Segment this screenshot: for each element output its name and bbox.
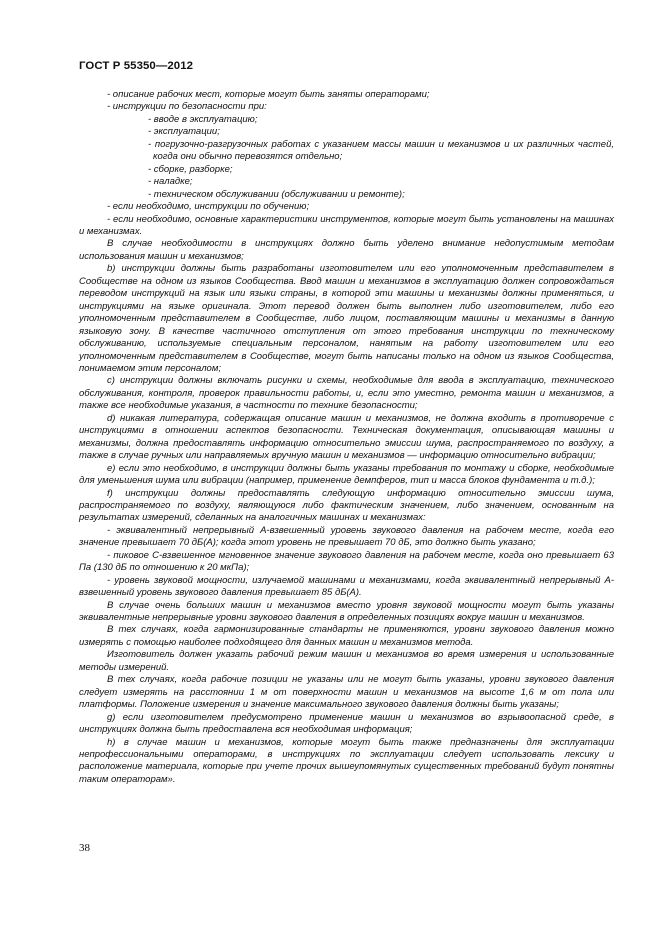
- list-item: - если необходимо, основные характеристики инструментов, которые могут быть установлены на машинах и механизмах.: [79, 213, 614, 237]
- paragraph: h) в случае машин и механизмов, которые могут быть также предназначены для эксплуатации непрофессиональными операторами, в инструкциях по эксплуатации следует использовать лексику и расположение материала, которые при учете прочих вышеупомянутых существенных требований будут понятны таким операторам».: [79, 736, 614, 785]
- list-item: - пиковое С-взвешенное мгновенное значение звукового давления на рабочем месте, когда оно превышает 63 Па (130 дБ по отношению к 20 мкПа);: [79, 549, 614, 574]
- list-item: - эквивалентный непрерывный А-взвешенный уровень звукового давления на рабочем месте, когда его значение превышает 70 дБ(А); когда этот уровень не превышает 70 дБ, это должно быть указано;: [79, 524, 614, 549]
- sub-list-item: - сборке, разборке;: [148, 163, 233, 175]
- sub-list-item: - эксплуатации;: [148, 126, 220, 138]
- list-item: - инструкции по безопасности при:: [107, 101, 267, 113]
- list-item: - уровень звуковой мощности, излучаемой машинами и механизмами, когда эквивалентный непрерывный А-взвешенный уровень звукового давления превышает 85 дБ(А).: [79, 574, 614, 599]
- sub-list-item: - погрузочно-разгрузочных работах с указанием массы машин и механизмов и их различных частей, когда они обычно перевозятся отдельно;: [148, 138, 614, 163]
- list-item: - описание рабочих мест, которые могут быть заняты операторами;: [107, 89, 430, 100]
- page-number: 38: [79, 842, 90, 854]
- paragraph: В случае необходимости в инструкциях должно быть уделено внимание недопустимым методам использования машин и механизмов;: [79, 238, 614, 262]
- paragraph: В тех случаях, когда рабочие позиции не указаны или не могут быть указаны, уровни звукового давления следует измерять на расстоянии 1 м от поверхности машин и механизмов на высоте 1,6 м от пола или платформы. Положение измерения и значение максимального звукового давления должны быть указаны;: [79, 674, 614, 711]
- paragraph: e) если это необходимо, в инструкции должны быть указаны требования по монтажу и сборке, необходимые для уменьшения шума или вибрации (например, применение демпферов, тип и масса блоков фундамента и т.д.);: [79, 462, 614, 487]
- document-body: [79, 89, 614, 786]
- paragraph: g) если изготовителем предусмотрено применение машин и механизмов во взрывоопасной среде, в инструкциях должна быть предоставлена вся необходимая информация;: [79, 711, 614, 736]
- document-code-header: ГОСТ Р 55350—2012: [79, 60, 194, 72]
- list-item: - если необходимо, инструкции по обучению;: [107, 201, 310, 213]
- paragraph: c) инструкции должны включать рисунки и схемы, необходимые для ввода в эксплуатацию, технического обслуживания, контроля, проверок правильности работы, и, если это уместно, ремонта машин и механизмов, а также все необходимые указания, в частности по технике безопасности;: [79, 375, 614, 412]
- sub-list-item: - вводе в эксплуатацию;: [148, 113, 258, 125]
- paragraph: f) инструкции должны предоставлять следующую информацию относительно эмиссии шума, распространяемого по воздуху, являющуюся либо фактическим значением, либо значением, основанным на результатах измерений, сделанных на аналогичных машинах и механизмах:: [79, 487, 614, 524]
- sub-list-item: - техническом обслуживании (обслуживании и ремонте);: [148, 188, 405, 200]
- paragraph: В тех случаях, когда гармонизированные стандарты не применяются, уровни звукового давления можно измерять с помощью наиболее подходящего для данных машин и механизмов метода.: [79, 624, 614, 648]
- paragraph: b) инструкции должны быть разработаны изготовителем или его уполномоченным представителем в Сообществе на одном из языков Сообщества. Ввод машин и механизмов в эксплуатацию должен сопровождаться переводом инструкций на язык или языки страны, в которой эти машины и механизмы должны применяться, и инструкциями на языке оригинала. Этот перевод должен быть выполнен либо изготовителем, либо его уполномоченным представителем в Сообществе, либо лицом, поставляющим машины и механизмы в данную языковую зону. В качестве частичного отступления от этого требования инструкции по техническому обслуживанию, используемые специальным персоналом, нанятым на работу изготовителем или его уполномоченным представителем в Сообществе, могут быть написаны только на одном из языков Сообщества, понимаемом этим персоналом;: [79, 263, 614, 374]
- paragraph: d) никакая литература, содержащая описание машин и механизмов, не должна входить в противоречие с инструкциями в отношении аспектов безопасности. Техническая документация, описывающая машины и механизмы, должна предоставлять информацию относительно эмиссии шума, распространяемого по воздуху, а также в случае ручных или направляемых вручную машин и механизмов — информацию относительно вибрации;: [79, 412, 614, 462]
- paragraph: Изготовитель должен указать рабочий режим машин и механизмов во время измерения и использованные методы измерений.: [79, 649, 614, 673]
- sub-list-item: - наладке;: [148, 176, 193, 188]
- paragraph: В случае очень больших машин и механизмов вместо уровня звуковой мощности могут быть указаны эквивалентные непрерывные уровни звукового давления в определенных позициях вокруг машин и механизмов.: [79, 599, 614, 624]
